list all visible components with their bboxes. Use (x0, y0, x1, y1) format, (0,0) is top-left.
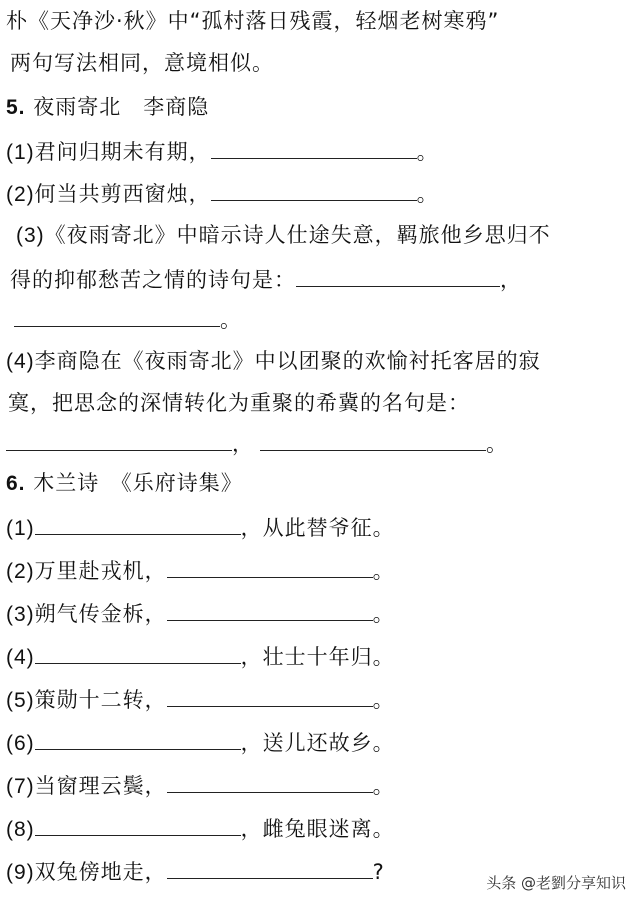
section-5-title: 夜雨寄北 李商隐 (33, 95, 210, 119)
question-5-3-line-2 (10, 264, 640, 295)
question-text: 当窗理云鬓， (34, 774, 167, 798)
question-6-item (6, 555, 640, 587)
question-number: (9) (6, 861, 35, 884)
question-number: (1) (6, 517, 35, 540)
answer-blank[interactable] (14, 304, 220, 327)
section-5-heading (6, 92, 640, 123)
question-text: 朔气传金柝， (34, 602, 167, 626)
punctuation: ， (500, 268, 522, 292)
answer-blank[interactable] (167, 598, 373, 621)
question-text: ，送儿还故乡。 (240, 731, 395, 755)
question-text: 。 (372, 774, 395, 798)
answer-blank[interactable] (211, 136, 417, 159)
question-5-3-line-3 (14, 304, 640, 335)
question-text: 《夜雨寄北》中暗示诗人仕途失意，羁旅他乡思归不 (44, 223, 551, 247)
section-6-heading (6, 468, 640, 499)
answer-blank[interactable] (211, 178, 417, 201)
question-5-3-line-1 (16, 220, 640, 251)
question-number: (3) (6, 603, 35, 626)
question-number: (5) (6, 689, 35, 712)
punctuation: 。 (416, 140, 439, 164)
answer-blank[interactable] (167, 684, 373, 707)
answer-blank[interactable] (260, 428, 486, 451)
question-text: 。 (372, 602, 395, 626)
question-5-4-line-3 (6, 428, 640, 459)
answer-blank[interactable] (167, 555, 373, 578)
question-6-item (6, 770, 640, 802)
question-text: 何当共剪西窗烛， (34, 182, 211, 206)
question-text: 得的抑郁愁苦之情的诗句是： (10, 268, 296, 292)
question-5-4-line-2 (8, 388, 640, 418)
question-5-1 (6, 136, 640, 168)
question-text: 。 (372, 559, 395, 583)
question-6-item (6, 512, 640, 544)
question-6-item (6, 684, 640, 716)
question-text: 君问归期未有期， (34, 140, 211, 164)
question-6-item (6, 641, 640, 673)
answer-blank[interactable] (167, 856, 373, 879)
answer-blank[interactable] (35, 512, 241, 535)
intro-line-2: 两句写法相同，意境相似。 (10, 51, 274, 75)
watermark: 头条 @老劉分享知识 (486, 874, 626, 892)
question-6-item (6, 598, 640, 630)
question-text: 双兔傍地走， (34, 860, 167, 884)
answer-blank[interactable] (6, 428, 232, 451)
punctuation: 。 (416, 182, 439, 206)
question-number: (6) (6, 732, 35, 755)
question-text: 策勋十二转， (34, 688, 167, 712)
question-5-2 (6, 178, 640, 210)
question-6-item (6, 727, 640, 759)
question-number: (8) (6, 818, 35, 841)
punctuation: ， (232, 432, 254, 456)
question-number: (4) (6, 350, 35, 373)
question-number: (3) (16, 224, 45, 247)
question-text: 万里赴戎机， (34, 559, 167, 583)
answer-blank[interactable] (35, 813, 241, 836)
question-text: 。 (372, 688, 395, 712)
section-6-number: 6. (6, 472, 26, 495)
question-text: 寞，把思念的深情转化为重聚的希冀的名句是： (8, 391, 470, 415)
question-text: ，壮士十年归。 (240, 645, 395, 669)
section-6-title: 木兰诗 《乐府诗集》 (33, 471, 243, 495)
answer-blank[interactable] (35, 641, 241, 664)
question-number: (7) (6, 775, 35, 798)
question-text: ，从此替爷征。 (240, 516, 395, 540)
question-text: ? (372, 860, 385, 884)
intro-line-1: 朴《天净沙·秋》中“孤村落日残霞，轻烟老树寒鸦” (6, 9, 500, 33)
question-number: (2) (6, 560, 35, 583)
question-5-4-line-1 (6, 346, 640, 377)
punctuation: 。 (220, 308, 242, 332)
question-number: (2) (6, 183, 35, 206)
question-number: (1) (6, 141, 35, 164)
question-number: (4) (6, 646, 35, 669)
answer-blank[interactable] (35, 727, 241, 750)
question-text: 李商隐在《夜雨寄北》中以团聚的欢愉衬托客居的寂 (34, 349, 541, 373)
section-5-number: 5. (6, 96, 26, 119)
question-text: ，雌兔眼迷离。 (240, 817, 395, 841)
answer-blank[interactable] (167, 770, 373, 793)
punctuation: 。 (486, 432, 508, 456)
question-6-item (6, 813, 640, 845)
answer-blank[interactable] (296, 264, 500, 287)
